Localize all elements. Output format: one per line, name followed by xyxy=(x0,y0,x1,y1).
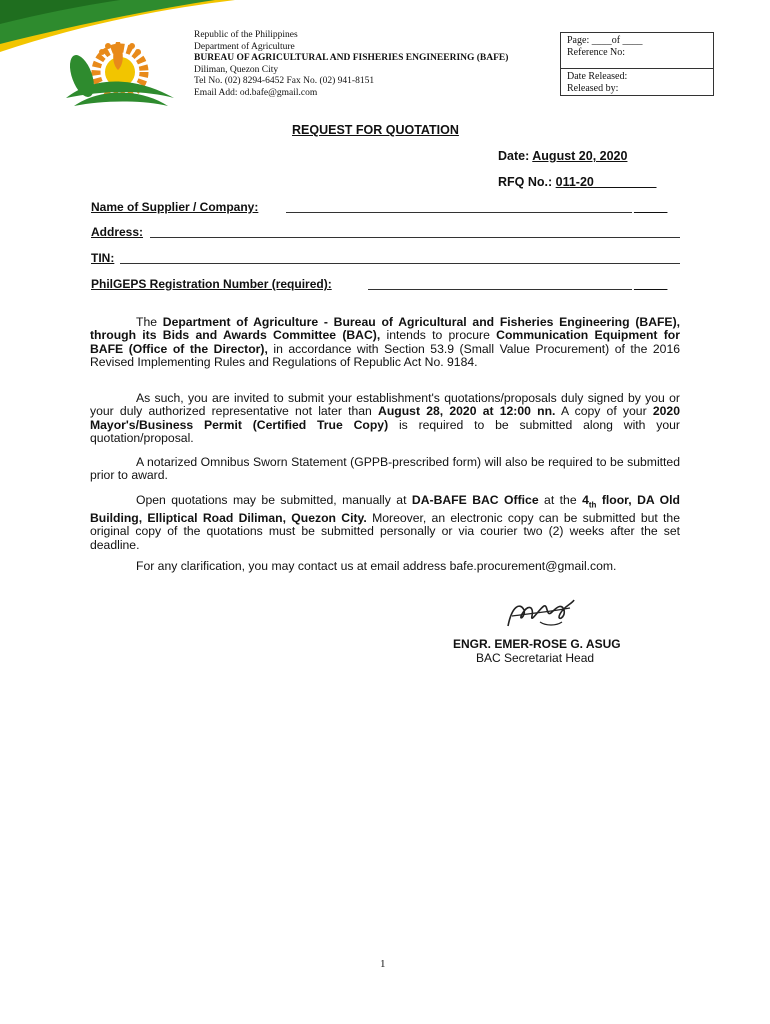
address-blank-line xyxy=(150,237,680,238)
paragraph-submission: Open quotations may be submitted, manually at DA-BAFE BAC Office at the $4_{th}$ floor, DA Old Building, Elliptical Road Diliman, Quezon City. Moreover, an electronic copy can be submitted but the original copy of the quotations must be submitted personally or via courier two (2) weeks after the set deadline. xyxy=(90,493,680,552)
reference-no-field: Reference No: xyxy=(567,47,626,58)
header-line-republic: Republic of the Philippines xyxy=(194,30,298,40)
supplier-blank-line xyxy=(286,212,632,213)
philgeps-label: PhilGEPS Registration Number (required): xyxy=(91,277,332,291)
signatory-title: BAC Secretariat Head xyxy=(476,651,595,665)
paragraph-invitation: As such, you are invited to submit your establishment's quotations/proposals duly signed by you or your duly authorized representative not later than August 28, 2020 at 12:00 nn. A copy of your 2020 Mayor's/Business Permit (Certified True Copy) is required to be submitted along with your quotation/proposal. xyxy=(90,391,680,446)
permit-requirement: 2020 Mayor's/Business Permit (Certified True Copy) xyxy=(90,404,680,432)
signature-mark xyxy=(500,596,580,634)
rfq-value: 011-20_________ xyxy=(555,175,657,189)
date-value: August 20, 2020 xyxy=(532,149,628,163)
header-line-email: Email Add: od.bafe@gmail.com xyxy=(194,87,318,98)
rfq-label: RFQ No.: xyxy=(498,175,556,189)
page-number: 1 xyxy=(380,958,386,970)
bac-office: DA-BAFE BAC Office xyxy=(411,493,539,507)
address-label: Address: xyxy=(91,225,144,239)
header-line-phone: Tel No. (02) 8294-6452 Fax No. (02) 941-8151 xyxy=(194,76,375,86)
office-address: floor, DA Old Building, Elliptical Road Diliman, Quezon City. xyxy=(90,493,680,525)
page-field: Page: ____of ____ xyxy=(567,35,643,46)
rfq-line xyxy=(498,175,656,189)
bafe-logo xyxy=(64,36,176,114)
deadline: August 28, 2020 at 12:00 nn. xyxy=(378,404,556,419)
agency-name: Department of Agriculture - Bureau of Agricultural and Fisheries Engineering (BAFE), through its Bids and Awards Committee (BAC), xyxy=(90,315,681,343)
header-line-bureau: BUREAU OF AGRICULTURAL AND FISHERIES ENGINEERING (BAFE) xyxy=(194,53,509,63)
paragraph-omnibus: A notarized Omnibus Sworn Statement (GPPB-prescribed form) will also be required to be submitted prior to award. xyxy=(90,455,680,483)
tin-label: TIN: xyxy=(91,251,115,265)
supplier-label: Name of Supplier / Company: xyxy=(91,200,259,214)
document-info-box xyxy=(560,32,714,96)
letterhead xyxy=(194,30,508,99)
signatory-name: ENGR. EMER-ROSE G. ASUG xyxy=(453,637,621,651)
header-line-department: Department of Agriculture xyxy=(194,41,295,52)
date-line xyxy=(498,149,627,163)
date-label: Date: xyxy=(498,149,533,163)
document-title: REQUEST FOR QUOTATION xyxy=(292,123,459,137)
philgeps-blank-line xyxy=(368,289,632,290)
released-by-field: Released by: xyxy=(567,83,619,94)
philgeps-tail: _____ xyxy=(634,277,668,291)
tin-blank-line xyxy=(120,263,680,264)
date-released-field: Date Released: xyxy=(567,71,628,82)
procurement-item: Communication Equipment for BAFE (Office of the Director), xyxy=(90,328,680,356)
paragraph-intro: The Department of Agriculture - Bureau of Agricultural and Fisheries Engineering (BAFE), through its Bids and Awards Committee (BAC), intends to procure Communication Equipment for BAFE (Office of the Director), in accordance with Section 53.9 (Small Value Procurement) of the 2016 Revised Implementing Rules and Regulations of Republic Act No. 9184. xyxy=(90,315,681,370)
supplier-tail: _____ xyxy=(634,200,668,214)
header-line-location: Diliman, Quezon City xyxy=(194,64,279,75)
paragraph-contact: For any clarification, you may contact us at email address bafe.procurement@gmail.com. xyxy=(136,559,617,573)
